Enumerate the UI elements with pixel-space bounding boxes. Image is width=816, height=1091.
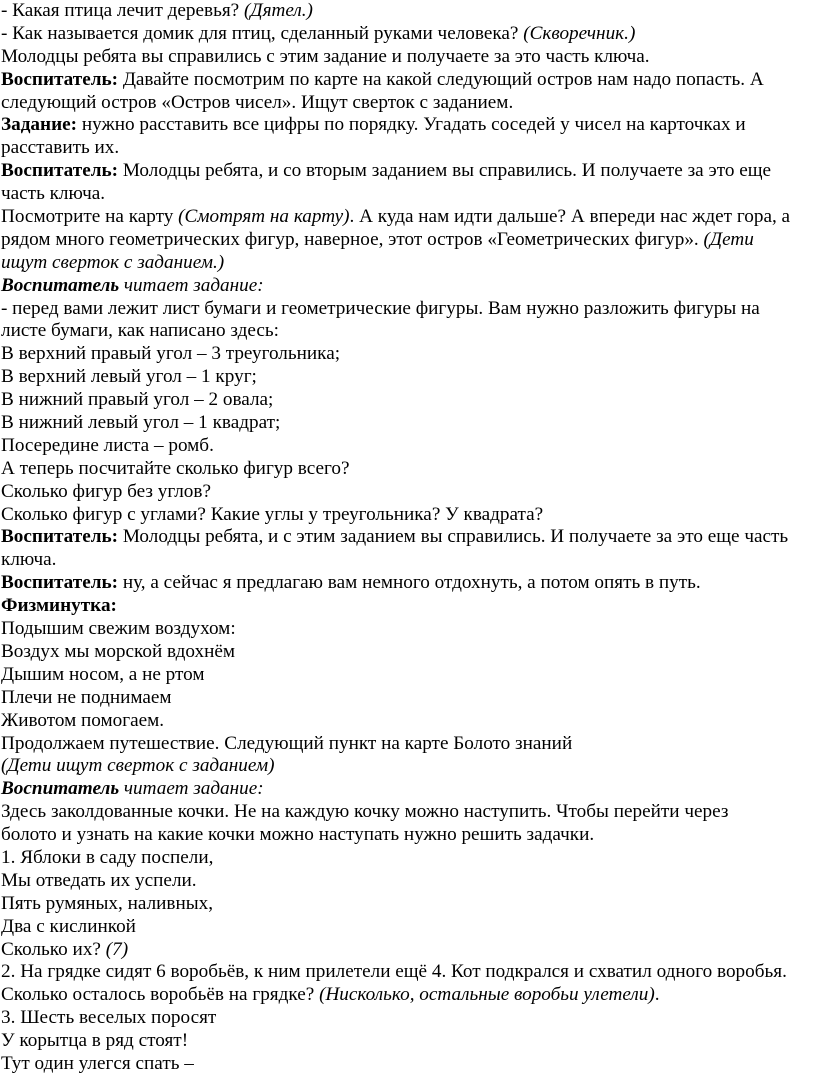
text-line — [1, 618, 816, 641]
text-line — [1, 984, 816, 1007]
text-line — [1, 778, 816, 801]
text-run: Здесь заколдованные кочки. Не на каждую кочку можно наступить. Чтобы перейти через — [1, 801, 729, 823]
text-line — [1, 137, 816, 160]
text-line — [1, 687, 816, 710]
text-run: ну, а сейчас я предлагаю вам немного отдохнуть, а потом опять в путь. — [118, 572, 701, 594]
text-line — [1, 847, 816, 870]
text-run: 3. Шесть веселых поросят — [1, 1007, 217, 1029]
text-run: Мы отведать их успели. — [1, 869, 197, 891]
text-line — [1, 1007, 816, 1030]
text-line — [1, 343, 816, 366]
text-line — [1, 206, 816, 229]
text-line — [1, 389, 816, 412]
bold-text-run: Воспитатель — [1, 778, 120, 800]
text-line — [1, 526, 816, 549]
text-run: . — [654, 984, 660, 1006]
bold-text-run: Задание: — [1, 114, 78, 136]
text-line — [1, 435, 816, 458]
text-line — [1, 549, 816, 572]
text-run: Давайте посмотрим по карте на какой следующий остров нам надо попасть. А — [118, 68, 764, 90]
text-run: Сколько фигур без углов? — [1, 480, 211, 502]
text-line — [1, 23, 816, 46]
italic-text-run: (Смотрят на карту) — [178, 206, 350, 228]
text-line — [1, 824, 816, 847]
text-run: Посередине листа – ромб. — [1, 434, 214, 456]
text-line — [1, 412, 816, 435]
text-run: - Как называется домик для птиц, сделанный руками человека? — [1, 22, 524, 44]
text-line — [1, 755, 816, 778]
text-line — [1, 229, 816, 252]
text-line — [1, 961, 816, 984]
document-text — [1, 0, 816, 1076]
text-run: В нижний левый угол – 1 квадрат; — [1, 412, 281, 434]
text-run: Воздух мы морской вдохнём — [1, 640, 236, 662]
text-run: У корытца в ряд стоят! — [1, 1030, 189, 1052]
bold-text-run: Воспитатель: — [1, 68, 119, 90]
text-line — [1, 114, 816, 137]
text-run: . А куда нам идти дальше? А впереди нас ждет гора, а — [349, 206, 791, 228]
text-run: Подышим свежим воздухом: — [1, 618, 236, 640]
text-line — [1, 320, 816, 343]
text-run: А теперь посчитайте сколько фигур всего? — [1, 457, 350, 479]
bold-text-run: Воспитатель — [1, 274, 120, 296]
italic-text-run: (Дети ищут сверток с заданием) — [1, 755, 275, 777]
text-run: В нижний правый угол – 2 овала; — [1, 389, 274, 411]
text-line — [1, 92, 816, 115]
text-run: В верхний правый угол – 3 треугольника; — [1, 343, 341, 365]
bold-text-run: Воспитатель: — [1, 526, 119, 548]
text-run: листе бумаги, как написано здесь: — [1, 320, 279, 342]
bold-text-run: Физминутка: — [1, 595, 117, 617]
text-run: ключа. — [1, 549, 57, 571]
text-line — [1, 160, 816, 183]
text-run: Молодцы ребята, и с этим заданием вы справились. И получаете за это еще часть — [118, 526, 789, 548]
text-run: нужно расставить все цифры по порядку. Угадать соседей у чисел на карточках и — [77, 114, 746, 136]
text-line — [1, 916, 816, 939]
text-run: - перед вами лежит лист бумаги и геометрические фигуры. Вам нужно разложить фигуры на — [1, 297, 760, 319]
text-line — [1, 46, 816, 69]
italic-text-run: (7) — [105, 938, 129, 960]
text-run: 2. На грядке сидят 6 воробьёв, к ним прилетели ещё 4. Кот подкрался и схватил одного воробья. — [1, 961, 787, 983]
text-run: - Какая птица лечит деревья? — [1, 0, 244, 21]
text-line — [1, 275, 816, 298]
text-line — [1, 893, 816, 916]
italic-text-run: читает задание: — [119, 274, 264, 296]
text-run: Плечи не поднимаем — [1, 686, 172, 708]
text-line — [1, 1053, 816, 1076]
text-run: расставить их. — [1, 137, 120, 159]
text-run: Молодцы ребята, и со вторым заданием вы справились. И получаете за это еще — [118, 160, 772, 182]
text-line — [1, 183, 816, 206]
text-run: Пять румяных, наливных, — [1, 892, 214, 914]
text-line — [1, 572, 816, 595]
text-run: В верхний левый угол – 1 круг; — [1, 366, 257, 388]
text-run: Посмотрите на карту — [1, 206, 179, 228]
bold-text-run: Воспитатель: — [1, 572, 119, 594]
text-line — [1, 870, 816, 893]
text-run: часть ключа. — [1, 183, 106, 205]
text-run: Животом помогаем. — [1, 709, 165, 731]
text-run: Продолжаем путешествие. Следующий пункт на карте Болото знаний — [1, 732, 573, 754]
text-run: Тут один улегся спать – — [1, 1052, 194, 1074]
text-line — [1, 801, 816, 824]
italic-text-run: читает задание: — [119, 778, 264, 800]
text-run: Два с кислинкой — [1, 915, 136, 937]
text-line — [1, 504, 816, 527]
text-run: рядом много геометрических фигур, наверное, этот остров «Геометрических фигур». — [1, 228, 704, 250]
text-run: Сколько осталось воробьёв на грядке? — [1, 984, 320, 1006]
text-line — [1, 664, 816, 687]
text-line — [1, 481, 816, 504]
italic-text-run: ищут сверток с заданием.) — [1, 251, 225, 273]
text-line — [1, 595, 816, 618]
text-run: Дышим носом, а не ртом — [1, 663, 205, 685]
text-run: следующий остров «Остров чисел». Ищут сверток с заданием. — [1, 91, 514, 113]
text-line — [1, 733, 816, 756]
text-line — [1, 252, 816, 275]
text-line — [1, 366, 816, 389]
text-line — [1, 939, 816, 962]
text-line — [1, 298, 816, 321]
italic-text-run: (Дятел.) — [243, 0, 313, 21]
italic-text-run: (Дети — [703, 228, 754, 250]
text-line — [1, 710, 816, 733]
text-run: Молодцы ребята вы справились с этим задание и получаете за это часть ключа. — [1, 45, 650, 67]
text-line — [1, 458, 816, 481]
text-run: болото и узнать на какие кочки можно наступать нужно решить задачки. — [1, 824, 595, 846]
text-run: Сколько фигур с углами? Какие углы у треугольника? У квадрата? — [1, 503, 544, 525]
italic-text-run: (Скворечник.) — [523, 22, 636, 44]
text-line — [1, 641, 816, 664]
text-run: Сколько их? — [1, 938, 106, 960]
text-line — [1, 0, 816, 23]
bold-text-run: Воспитатель: — [1, 160, 119, 182]
text-line — [1, 69, 816, 92]
italic-text-run: (Нисколько, остальные воробьи улетели) — [319, 984, 655, 1006]
text-line — [1, 1030, 816, 1053]
text-run: 1. Яблоки в саду поспели, — [1, 846, 214, 868]
